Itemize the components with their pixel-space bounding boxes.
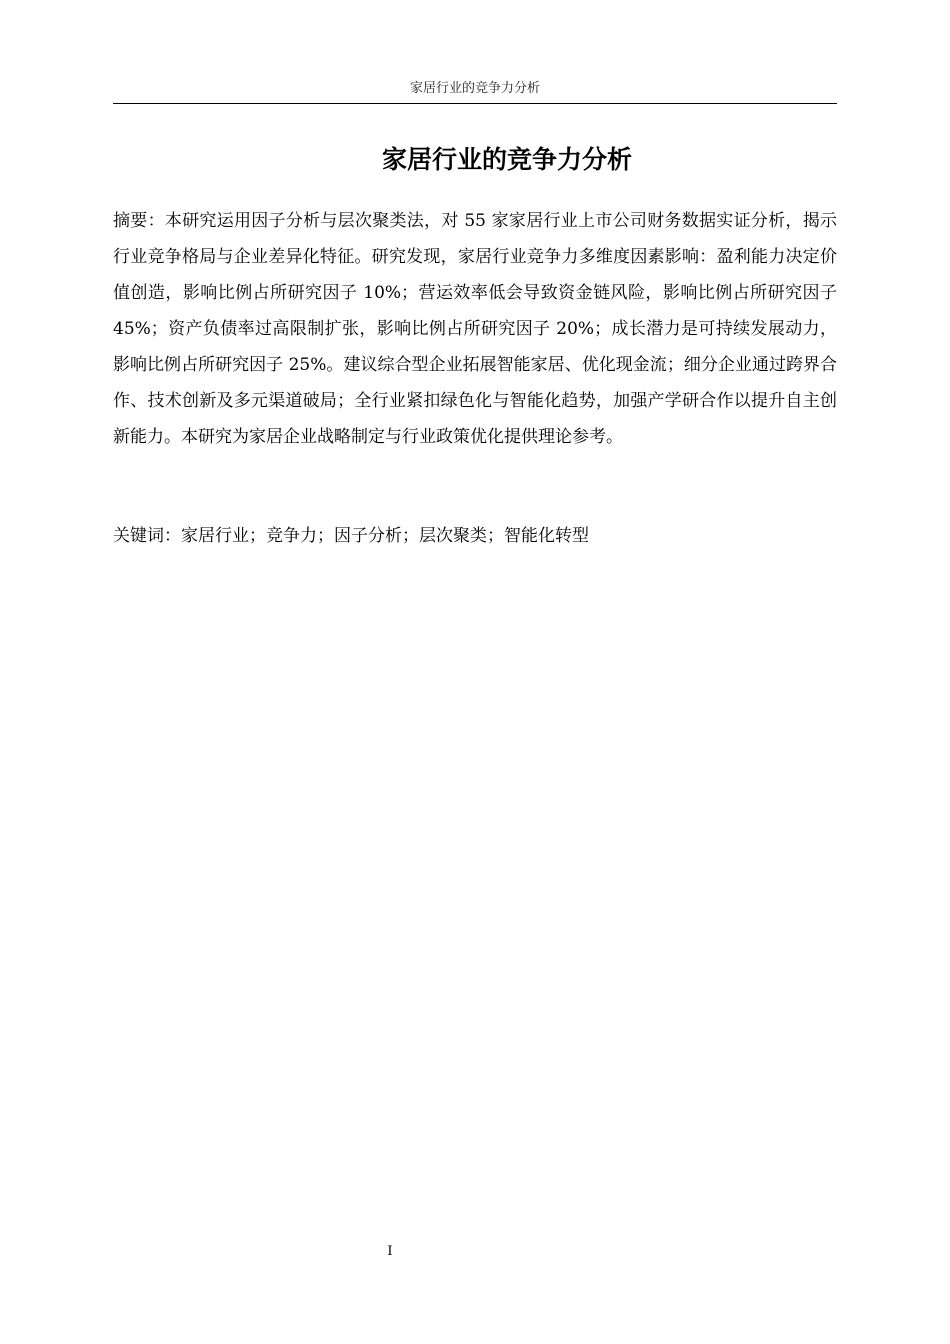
- abstract-paragraph: [113, 203, 837, 455]
- page-title: 家居行业的竞争力分析: [381, 145, 632, 174]
- abstract-text: 本研究运用因子分析与层次聚类法，对 55 家家居行业上市公司财务数据实证分析，揭示行业竞争格局与企业差异化特征。研究发现，家居行业竞争力多维度因素影响：盈利能力决定价值创造，影响比例占所研究因子 10%；营运效率低会导致资金链风险，影响比例占所研究因子 45%；资产负债率过高限制扩张，影响比例占所研究因子 20%；成长潜力是可持续发展动力，影响比例占所研究因子 25%。建议综合型企业拓展智能家居、优化现金流；细分企业通过跨界合作、技术创新及多元渠道破局；全行业紧扣绿色化与智能化趋势，加强产学研合作以提升自主创新能力。本研究为家居企业战略制定与行业政策优化提供理论参考。: [113, 211, 837, 447]
- abstract-label: 摘要：: [113, 211, 165, 231]
- running-header: 家居行业的竞争力分析: [409, 81, 540, 96]
- keywords-text: 家居行业；竞争力；因子分析；层次聚类；智能化转型: [181, 526, 589, 546]
- keywords-label: 关键词：: [113, 526, 181, 546]
- page-number: I: [387, 1244, 393, 1259]
- keywords-line: [113, 518, 837, 554]
- header-rule: [113, 103, 837, 104]
